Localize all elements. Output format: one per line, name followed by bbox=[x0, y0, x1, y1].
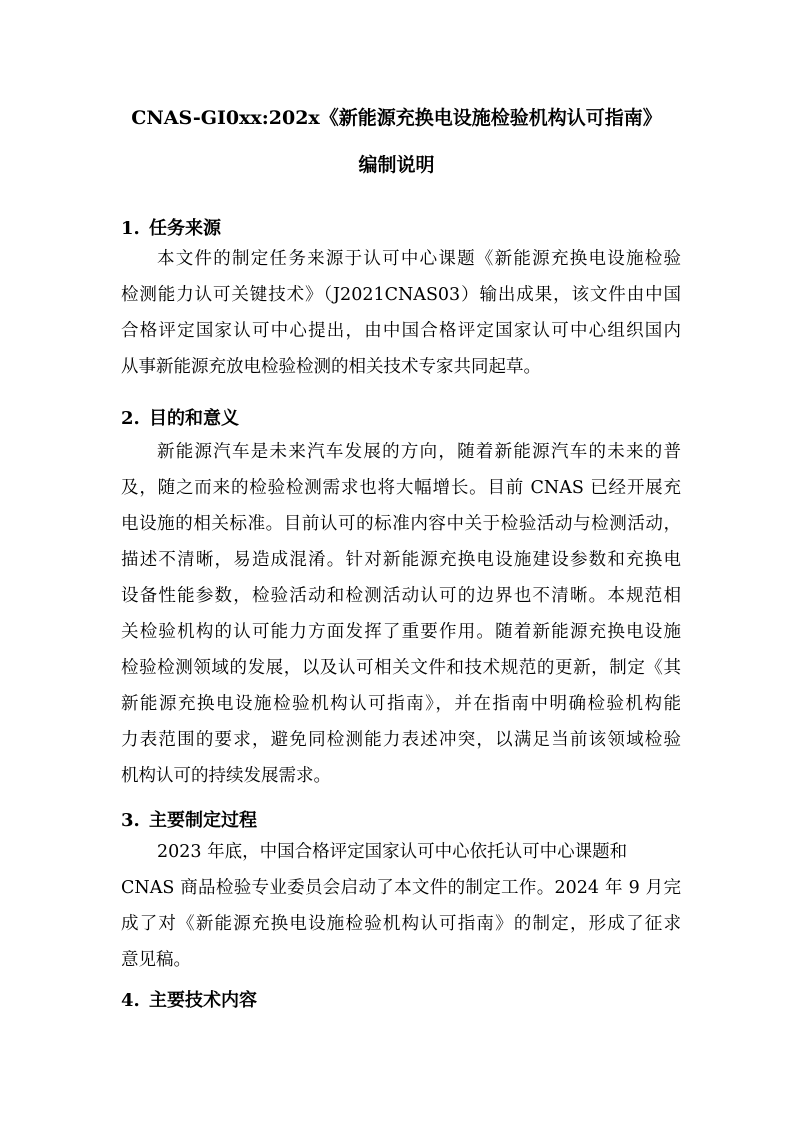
paragraph-line: 设备性能参数，检验活动和检测活动认可的边界也不清晰。本规范相 bbox=[121, 586, 681, 606]
paragraph-line: 本文件的制定任务来源于认可中心课题《新能源充换电设施检验 bbox=[157, 249, 681, 269]
section-number: 3. bbox=[121, 810, 140, 831]
section-number: 4. bbox=[121, 990, 140, 1011]
paragraph-line: 从事新能源充放电检验检测的相关技术专家共同起草。 bbox=[121, 357, 541, 377]
paragraph-line: 关检验机构的认可能力方面发挥了重要作用。随着新能源充换电设施 bbox=[121, 622, 681, 642]
paragraph-line: 检验检测领域的发展，以及认可相关文件和技术规范的更新，制定《其 bbox=[121, 658, 681, 678]
section-title: 主要制定过程 bbox=[149, 810, 257, 831]
paragraph-line: 描述不清晰，易造成混淆。针对新能源充换电设施建设参数和充换电 bbox=[121, 550, 681, 570]
section-title: 任务来源 bbox=[149, 218, 221, 239]
document-subtitle: 编制说明 bbox=[358, 154, 435, 176]
document-title: CNAS-GI0xx:202x《新能源充换电设施检验机构认可指南》 bbox=[131, 107, 662, 129]
section-body-1 bbox=[121, 241, 681, 385]
section-heading-4 bbox=[121, 986, 257, 1012]
paragraph-line: 力表范围的要求，避免同检测能力表述冲突，以满足当前该领域检验 bbox=[121, 730, 681, 750]
paragraph-line: 电设施的相关标准。目前认可的标准内容中关于检验活动与检测活动， bbox=[121, 514, 681, 534]
paragraph-line: 成了对《新能源充换电设施检验机构认可指南》的制定，形成了征求 bbox=[121, 914, 681, 934]
paragraph-line: 检测能力认可关键技术》（J2021CNAS03）输出成果，该文件由中国 bbox=[121, 285, 681, 305]
section-heading-3 bbox=[121, 806, 257, 832]
section-title: 目的和意义 bbox=[149, 408, 239, 429]
paragraph-line: 新能源充换电设施检验机构认可指南》，并在指南中明确检验机构能 bbox=[121, 694, 681, 714]
paragraph-line: 新能源汽车是未来汽车发展的方向，随着新能源汽车的未来的普 bbox=[157, 442, 681, 462]
section-number: 2. bbox=[121, 408, 140, 429]
paragraph-line: 意见稿。 bbox=[121, 950, 191, 970]
paragraph-line: 机构认可的持续发展需求。 bbox=[121, 766, 331, 786]
section-heading-1 bbox=[121, 214, 221, 240]
section-heading-2 bbox=[121, 404, 239, 430]
paragraph-line: CNAS 商品检验专业委员会启动了本文件的制定工作。2024 年 9 月完 bbox=[121, 878, 681, 898]
section-number: 1. bbox=[121, 218, 140, 239]
section-body-3 bbox=[121, 834, 681, 978]
paragraph-line: 及，随之而来的检验检测需求也将大幅增长。目前 CNAS 已经开展充 bbox=[121, 478, 681, 498]
section-body-2 bbox=[121, 434, 681, 794]
paragraph-line: 合格评定国家认可中心提出，由中国合格评定国家认可中心组织国内 bbox=[121, 321, 681, 341]
paragraph-line: 2023 年底，中国合格评定国家认可中心依托认可中心课题和 bbox=[157, 842, 628, 862]
section-title: 主要技术内容 bbox=[149, 990, 257, 1011]
